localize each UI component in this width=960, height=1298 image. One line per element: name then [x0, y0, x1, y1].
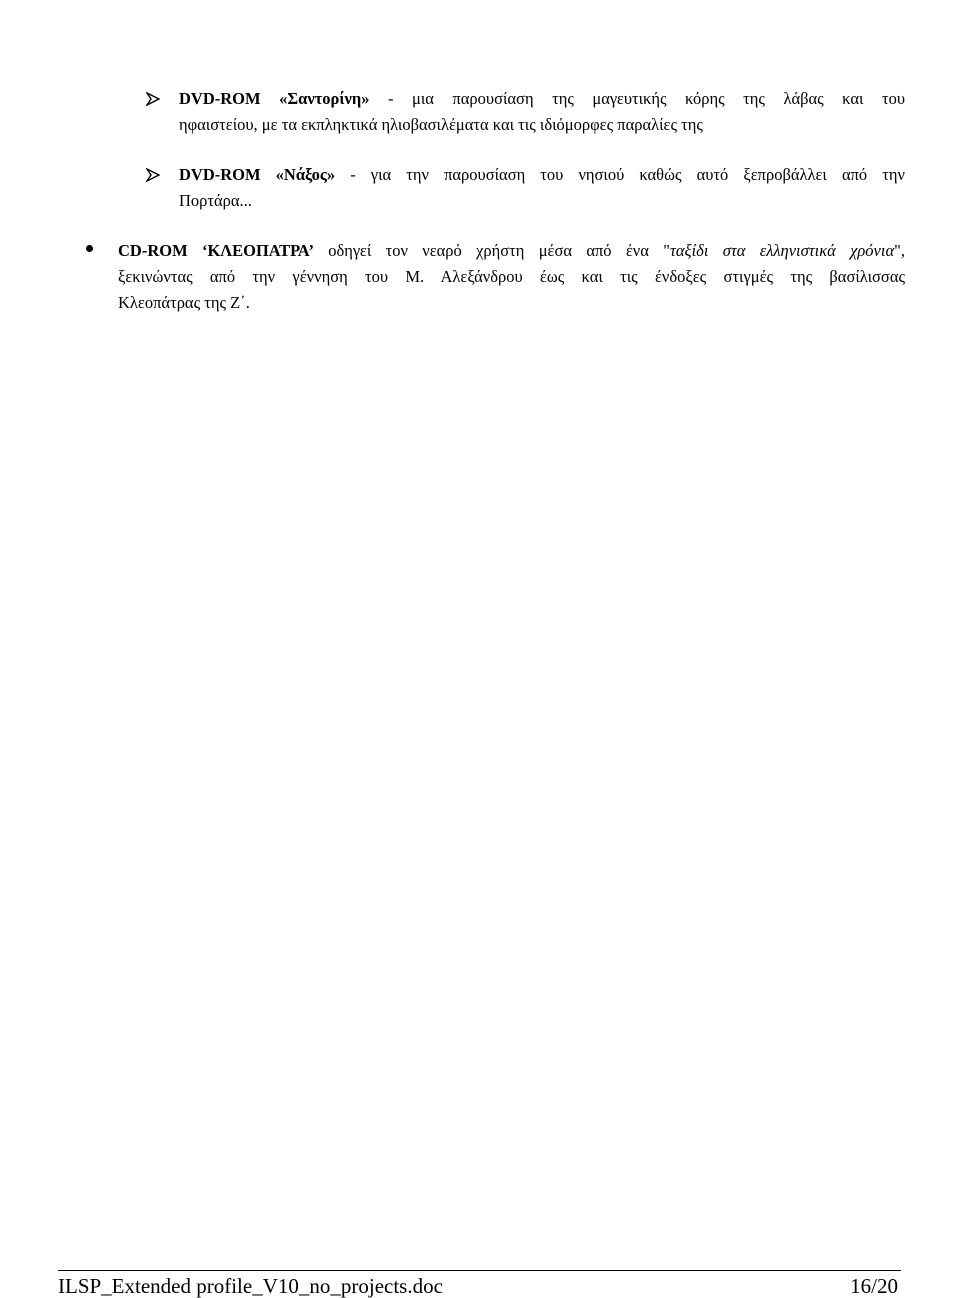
dot-bullet-icon	[86, 245, 93, 252]
list-item-line: Κλεοπάτρας της Ζ΄.	[118, 293, 250, 312]
list-item-line	[179, 86, 905, 112]
list-item	[118, 238, 905, 316]
list-item	[179, 86, 905, 138]
footer-filename: ILSP_Extended profile_V10_no_projects.doc	[58, 1274, 443, 1298]
product-title: CD-ROM ‘ΚΛΕΟΠΑΤΡΑ’	[118, 241, 314, 260]
list-item-line: Πορτάρα...	[179, 191, 252, 210]
footer-page-number: 16/20	[850, 1274, 898, 1298]
product-description: ",	[894, 241, 905, 260]
list-item-line	[179, 162, 905, 188]
product-description-italic: ταξίδι στα ελληνιστικά χρόνια	[669, 241, 895, 260]
footer-divider	[58, 1270, 901, 1271]
product-title: DVD-ROM «Σαντορίνη»	[179, 89, 370, 108]
product-description: - μια παρουσίαση της μαγευτικής κόρης της λάβας και του	[369, 89, 905, 108]
list-item-line	[118, 238, 905, 264]
list-item-line: ηφαιστείου, με τα εκπληκτικά ηλιοβασιλέματα και τις ιδιόμορφες παραλίες της	[179, 115, 703, 134]
arrow-bullet-icon	[146, 92, 160, 106]
product-description: οδηγεί τον νεαρό χρήστη μέσα από ένα "	[313, 241, 670, 260]
product-description: - για την παρουσίαση του νησιού καθώς αυτό ξεπροβάλλει από την	[335, 165, 905, 184]
list-item-line: ξεκινώντας από την γέννηση του Μ. Αλεξάνδρου έως και τις ένδοξες στιγμές της βασίλισσας	[118, 267, 905, 286]
arrow-bullet-icon	[146, 168, 160, 182]
product-title: DVD-ROM «Νάξος»	[179, 165, 336, 184]
list-item	[179, 162, 905, 214]
